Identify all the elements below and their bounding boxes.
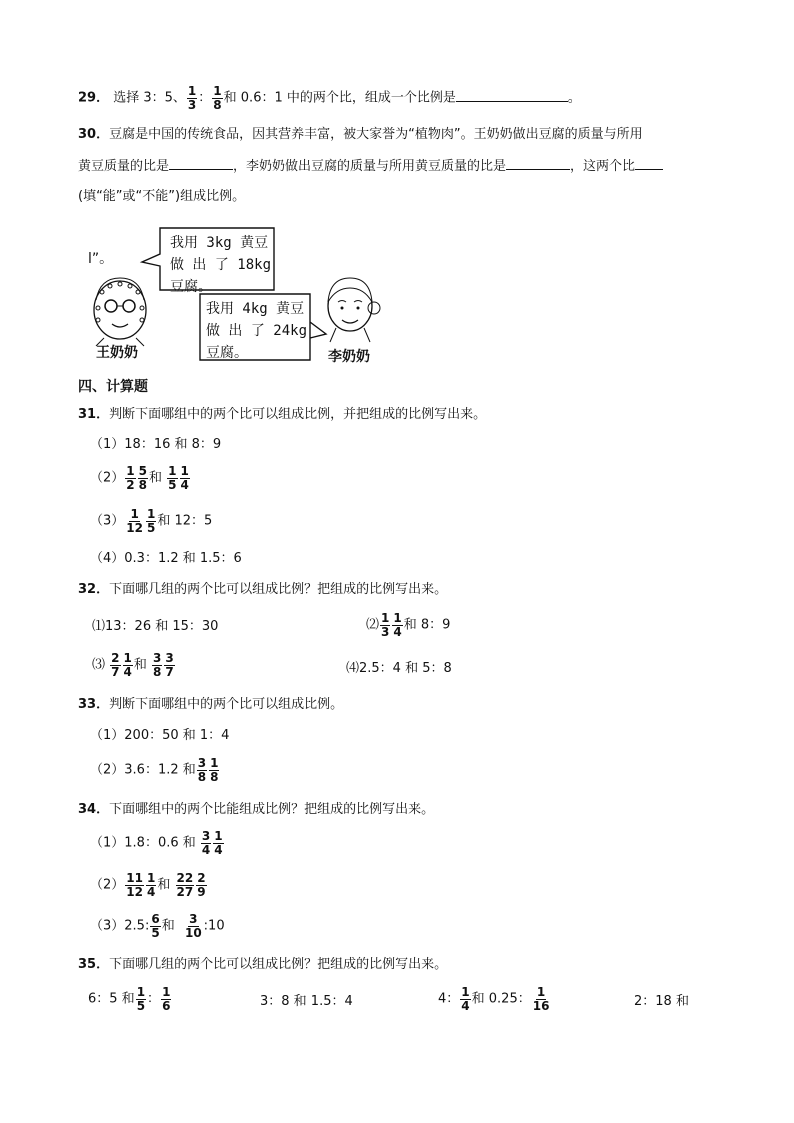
question-31: [78, 408, 486, 421]
question-number: 31．: [78, 407, 110, 422]
grandma-wang-figure: [94, 278, 146, 346]
fragment-text: l”。: [88, 251, 114, 267]
q34-item-3: （3）2.5: $\frac{6}{5}$ 和 $\frac{3}{10}$ :10: [90, 912, 225, 940]
fraction: $\frac{1}{3}$: [187, 84, 197, 112]
question-number: 33．: [78, 697, 110, 712]
question-text: 选择 3：5、: [113, 90, 186, 106]
q35-item-c: 4： $\frac{1}{4}$ 和 0.25： $\frac{1}{16}$: [438, 985, 550, 1013]
q32-item-3: ⑶ $\frac{2}{7}$ $\frac{1}{4}$ 和 $\frac{3}{8}$ $\frac{3}{7}$: [92, 651, 174, 679]
grandma-li-figure: [328, 278, 380, 342]
q31-item-4: （4）0.3：1.2 和 1.5：6: [90, 551, 242, 566]
question-text: 判断下面哪组中的两个比可以组成比例。: [109, 697, 344, 712]
speech-bubble-li: 我用 4kg 黄豆 做 出 了 24kg 豆腐。: [206, 301, 308, 361]
name-label-li: 李奶奶: [328, 349, 370, 365]
name-label-wang: 王奶奶: [96, 345, 138, 361]
question-number: 30．: [78, 127, 110, 142]
question-30-line2: 黄豆质量的比是 ，李奶奶做出豆腐的质量与所用黄豆质量的比是 ，这两个比: [78, 159, 663, 173]
q34-item-2: （2） $\frac{11}{12}$ $\frac{1}{4}$ 和 $\frac{22}{27}$ $\frac{2}{9}$: [90, 871, 206, 899]
q32-item-1: ⑴13：26 和 15：30: [92, 619, 219, 634]
q35-item-b: 3：8 和 1.5：4: [260, 994, 353, 1009]
q33-item-2: （2）3.6：1.2 和 $\frac{3}{8}$ $\frac{1}{8}$: [90, 756, 219, 784]
q34-item-1: （1）1.8：0.6 和 $\frac{3}{4}$ $\frac{1}{4}$: [90, 829, 223, 857]
question-text: 判断下面哪组中的两个比可以组成比例，并把组成的比例写出来。: [109, 407, 487, 422]
answer-blank[interactable]: [456, 91, 568, 102]
fraction: $\frac{1}{8}$: [213, 84, 222, 112]
question-35: [78, 958, 447, 971]
section-heading: 四、计算题: [78, 379, 148, 395]
q35-item-a: 6：5 和 $\frac{1}{5}$ ： $\frac{1}{6}$: [88, 985, 171, 1013]
q35-item-d: 2：18 和: [634, 994, 689, 1009]
question-number: 35．: [78, 957, 110, 972]
q32-item-4: ⑷2.5：4 和 5：8: [346, 661, 452, 676]
question-32: [78, 583, 447, 596]
speech-bubble-wang: 我用 3kg 黄豆 做 出 了 18kg 豆腐。: [170, 235, 272, 295]
question-34: [78, 803, 434, 816]
q31-item-3: （3） $\frac{1}{12}$ $\frac{1}{5}$ 和 12：5: [90, 507, 213, 535]
q33-item-1: （1）200：50 和 1：4: [90, 728, 230, 743]
question-text: 下面哪几组的两个比可以组成比例？把组成的比例写出来。: [109, 957, 448, 972]
answer-blank[interactable]: [506, 159, 570, 170]
grandmothers-illustration: [78, 222, 388, 367]
question-text: 下面哪组中的两个比能组成比例？把组成的比例写出来。: [109, 802, 435, 817]
q32-item-2: ⑵ $\frac{1}{3}$ $\frac{1}{4}$ 和 8：9: [366, 611, 451, 639]
question-33: [78, 698, 343, 711]
answer-blank[interactable]: [635, 159, 663, 170]
question-number: 32．: [78, 582, 110, 597]
question-number: 29．: [78, 90, 110, 106]
question-30-line3: (填“能”或“不能”)组成比例。: [78, 189, 246, 204]
question-text: 下面哪几组的两个比可以组成比例？把组成的比例写出来。: [109, 582, 448, 597]
question-29: 29． 选择 3：5、 $\frac{1}{3}$ ： $\frac{1}{8}$ 和 0.6：1 中的两个比，组成一个比例是 。: [78, 84, 581, 112]
question-number: 34．: [78, 802, 110, 817]
question-text: 豆腐是中国的传统食品，因其营养丰富，被大家誉为“植物肉”。王奶奶做出豆腐的质量与所用: [109, 127, 643, 142]
question-30: [78, 128, 643, 141]
answer-blank[interactable]: [169, 159, 233, 170]
q31-item-1: （1）18：16 和 8：9: [90, 437, 222, 452]
q31-item-2: （2） $\frac{1}{2}$ $\frac{5}{8}$ 和 $\frac{1}{5}$ $\frac{1}{4}$: [90, 464, 189, 492]
